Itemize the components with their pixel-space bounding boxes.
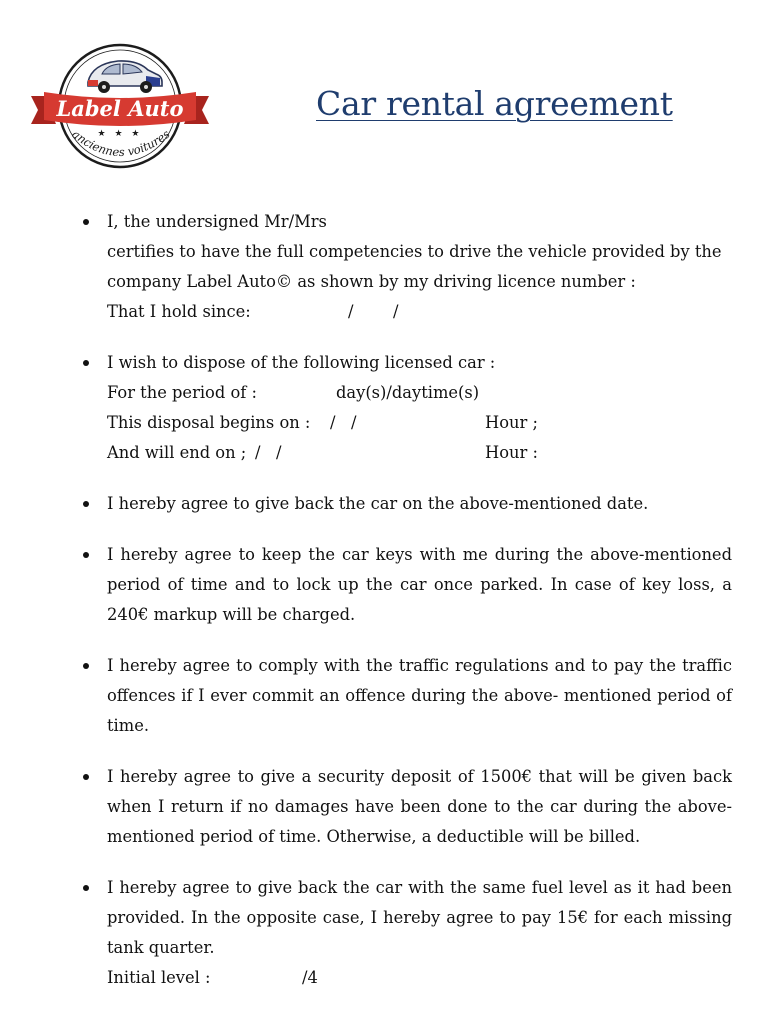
list-item-return-date <box>80 489 732 519</box>
fuel-text: I hereby agree to give back the car with the same fuel level as it had been provided. In the opposite case, I hereby agree to pay 15€ for each missing tank quarter. <box>107 878 732 957</box>
page-title: Car rental agreement <box>316 84 673 123</box>
return-date-text: I hereby agree to give back the car on the above-mentioned date. <box>107 494 649 513</box>
licence-line: company Label Auto© as shown by my driving licence number : <box>107 272 636 291</box>
period-unit: day(s)/daytime(s) <box>336 383 480 402</box>
period-label: For the period of : <box>107 383 257 402</box>
competency-line: certifies to have the full competencies to drive the vehicle provided by the <box>107 242 722 261</box>
licence-since-row <box>107 297 732 327</box>
list-item-traffic <box>80 651 732 741</box>
label-auto-logo <box>28 40 214 170</box>
deposit-text: I hereby agree to give a security deposit of 1500€ that will be given back when I return if no damages have been done to the car during the above-mentioned period of time. Otherwise, a deductible will be billed. <box>107 767 732 846</box>
since-slash-2: / <box>393 302 399 321</box>
logo-brand-text: Label Auto <box>56 96 184 121</box>
end-hour: Hour : <box>485 443 538 462</box>
initial-level-suffix: /4 <box>302 968 318 987</box>
initial-level-label: Initial level : <box>107 963 215 993</box>
logo-tagline: anciennes voitures <box>69 126 173 160</box>
list-item-keys <box>80 540 732 630</box>
begin-date-slashes: / / <box>330 413 357 432</box>
list-item-disposal <box>80 348 732 468</box>
keys-text: I hereby agree to keep the car keys with me during the above-mentioned period of time and to lock up the car once parked. In case of key loss, a 240€ markup will be charged. <box>107 545 732 624</box>
end-label: And will end on ; <box>107 443 247 462</box>
begin-hour: Hour ; <box>485 413 538 432</box>
begin-row <box>107 408 732 438</box>
undersigned-line: I, the undersigned Mr/Mrs <box>107 212 327 231</box>
initial-level <box>107 963 407 993</box>
logo-stars: ★ ★ ★ <box>97 129 143 139</box>
logo-graphic <box>28 40 214 170</box>
traffic-text: I hereby agree to comply with the traffic regulations and to pay the traffic offences if I ever commit an offence during the above- mentioned period of time. <box>107 656 732 735</box>
since-slash-1: / <box>348 302 354 321</box>
begin-label: This disposal begins on : <box>107 413 311 432</box>
dispose-line: I wish to dispose of the following licensed car : <box>107 353 496 372</box>
end-row <box>107 438 732 468</box>
end-date-slashes: / / <box>255 443 282 462</box>
agreement-body <box>80 207 732 984</box>
list-item-fuel <box>80 873 732 963</box>
list-item-deposit <box>80 762 732 852</box>
list-item-competency <box>80 207 732 327</box>
period-row <box>107 378 732 408</box>
since-label: That I hold since: <box>107 302 251 321</box>
